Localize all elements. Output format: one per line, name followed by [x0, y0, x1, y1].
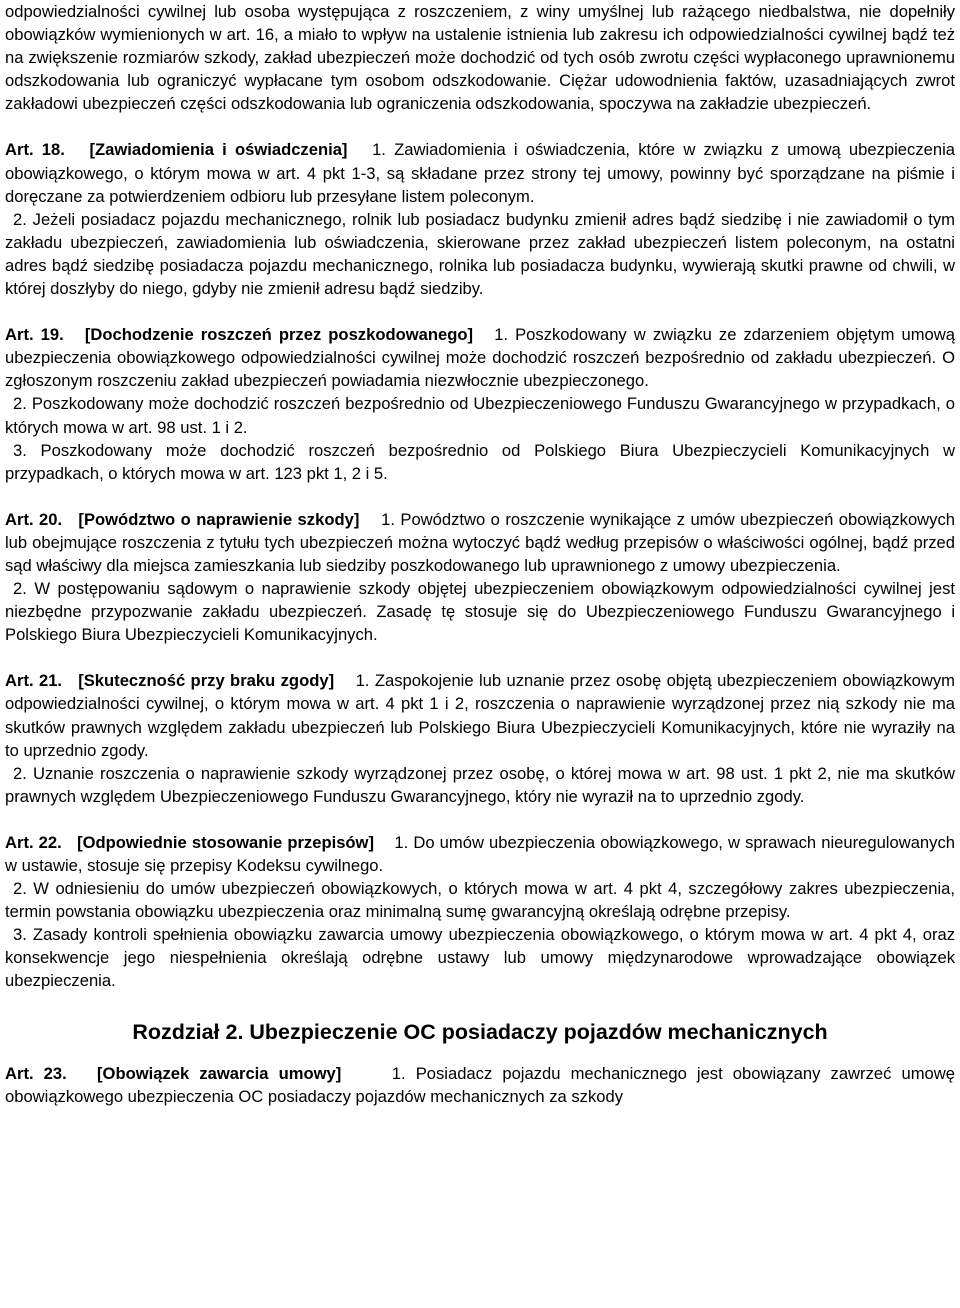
- chapter-heading: Rozdział 2. Ubezpieczenie OC posiadaczy pojazdów mechanicznych: [132, 1019, 828, 1044]
- article-22-paragraph-3: 3. Zasady kontroli spełnienia obowiązku zawarcia umowy ubezpieczenia obowiązkowego, o którym mowa w art. 4 pkt 4, oraz konsekwencje jego niespełnienia określają odrębne ustawy lub umowy międzynarodowe wprowadzające obowiązek ubezpieczenia.: [5, 925, 955, 991]
- article-title: [Odpowiednie stosowanie przepisów]: [77, 832, 374, 852]
- article-number: Art. 20.: [5, 509, 63, 529]
- article-22-paragraph-1: [5, 831, 955, 877]
- article-18-paragraph-1: [5, 138, 955, 207]
- article-text: 1. Zawiadomienia i oświadczenia, które w związku z umową ubezpieczenia obowiązkowego, o którym mowa w art. 4 pkt 1-3, są składane przez strony tej umowy, powinny być sporządzane na piśmie i doręczane za potwierdzeniem odbioru lub przesyłane listem poleconym.: [5, 140, 956, 206]
- article-number: Art. 21.: [5, 671, 63, 691]
- article-title: [Obowiązek zawarcia umowy]: [97, 1063, 342, 1083]
- article-21-paragraph-1: [5, 669, 955, 761]
- article-text: 1. Do umów ubezpieczenia obowiązkowego, w sprawach nieuregulowanych w ustawie, stosuje się przepisy Kodeksu cywilnego.: [5, 832, 955, 875]
- article-19-paragraph-2: 2. Poszkodowany może dochodzić roszczeń bezpośrednio od Ubezpieczeniowego Funduszu Gwarancyjnego w przypadkach, o których mowa w art. 98 ust. 1 i 2.: [5, 394, 955, 437]
- article-18: [5, 138, 955, 300]
- article-23-paragraph-1: [5, 1062, 955, 1108]
- article-19-paragraph-3: 3. Poszkodowany może dochodzić roszczeń bezpośrednio od Polskiego Biura Ubezpieczycieli Komunikacyjnych w przypadkach, o których mowa w art. 123 pkt 1, 2 i 5.: [5, 440, 955, 483]
- article-19-paragraph-1: [5, 323, 955, 392]
- article-text: 1. Posiadacz pojazdu mechanicznego jest obowiązany zawrzeć umowę obowiązkowego ubezpieczenia OC posiadaczy pojazdów mechanicznych za szkody: [5, 1063, 955, 1106]
- article-number: Art. 23.: [5, 1063, 67, 1083]
- article-title: [Dochodzenie roszczeń przez poszkodowanego]: [84, 325, 474, 345]
- article-number: Art. 18.: [5, 140, 65, 160]
- intro-paragraph: odpowiedzialności cywilnej lub osoba występująca z roszczeniem, z winy umyślnej lub rażącego niedbalstwa, nie dopełniły obowiązków wymienionych w art. 16, a miało to wpływ na ustalenie istnienia lub zakresu ich odpowiedzialności cywilnej bądź też na zwiększenie rozmiarów szkody, zakład ubezpieczeń może dochodzić od tych osób zwrotu części wypłaconego uprawnionemu odszkodowania lub ograniczyć wypłacane tym osobom odszkodowanie. Ciężar udowodnienia faktów, uzasadniających zwrot zakładowi ubezpieczeń części odszkodowania lub ograniczenia odszkodowania, spoczywa na zakładzie ubezpieczeń.: [5, 2, 955, 114]
- article-20: [5, 508, 955, 647]
- article-number: Art. 22.: [5, 832, 62, 852]
- article-20-paragraph-1: [5, 508, 955, 577]
- article-number: Art. 19.: [5, 325, 64, 345]
- article-21: [5, 669, 955, 808]
- article-19: [5, 323, 955, 485]
- article-22-paragraph-2: 2. W odniesieniu do umów ubezpieczeń obowiązkowych, o których mowa w art. 4 pkt 4, szczegółowy zakres ubezpieczenia, termin powstania obowiązku ubezpieczenia oraz minimalną sumę gwarancyjną określają odrębne przepisy.: [5, 879, 955, 922]
- article-22: [5, 831, 955, 993]
- article-23: [5, 1062, 955, 1108]
- article-text: 1. Powództwo o roszczenie wynikające z umów ubezpieczeń obowiązkowych lub obejmujące roszczenia z tytułu tych ubezpieczeń można wytoczyć bądź według przepisów o właściwości ogólnej, bądź przed sąd właściwy dla miejsca zamieszkania lub siedziby poszkodowanego lub uprawnionego z umowy ubezpieczenia.: [5, 509, 955, 575]
- article-text: 1. Poszkodowany w związku ze zdarzeniem objętym umową ubezpieczenia obowiązkowego odpowiedzialności cywilnej może dochodzić roszczeń bezpośrednio od zakładu ubezpieczeń. O zgłoszonym roszczeniu zakład ubezpieczeń powiadamia niezwłocznie ubezpieczonego.: [5, 325, 955, 391]
- article-21-paragraph-2: 2. Uznanie roszczenia o naprawienie szkody wyrządzonej przez osobę, o której mowa w art. 98 ust. 1 pkt 2, nie ma skutków prawnych względem Ubezpieczeniowego Funduszu Gwarancyjnego, który nie wyraził na to uprzednio zgody.: [5, 763, 955, 806]
- article-18-paragraph-2: 2. Jeżeli posiadacz pojazdu mechanicznego, rolnik lub posiadacz budynku zmienił adres bądź siedzibę i nie zawiadomił o tym zakładu ubezpieczeń, zawiadomienia lub oświadczenia, skierowane przez zakład ubezpieczeń listem poleconym, na ostatni adres bądź siedzibę posiadacza pojazdu mechanicznego, rolnika lub posiadacza budynku, wywierają skutki prawne od chwili, w której doszłyby do niego, gdyby nie zmienił adresu bądź siedziby.: [5, 209, 955, 299]
- article-20-paragraph-2: 2. W postępowaniu sądowym o naprawienie szkody objętej ubezpieczeniem obowiązkowym odpowiedzialności cywilnej jest niezbędne przypozwanie zakładu ubezpieczeń. Zasadę tę stosuje się do Ubezpieczeniowego Funduszu Gwarancyjnego i Polskiego Biura Ubezpieczycieli Komunikacyjnych.: [5, 579, 955, 645]
- article-title: [Zawiadomienia i oświadczenia]: [89, 140, 348, 160]
- article-title: [Powództwo o naprawienie szkody]: [78, 509, 360, 529]
- article-title: [Skuteczność przy braku zgody]: [78, 671, 335, 691]
- article-text: 1. Zaspokojenie lub uznanie przez osobę objętą ubezpieczeniem obowiązkowym odpowiedzialności cywilnej, o którym mowa w art. 4 pkt 1 i 2, roszczenia o naprawienie wyrządzonej przez nią szkody nie ma skutków prawnych względem zakładu ubezpieczeń lub Polskiego Biura Ubezpieczycieli Komunikacyjnych, które nie wyraziły na to uprzednio zgody.: [5, 671, 955, 760]
